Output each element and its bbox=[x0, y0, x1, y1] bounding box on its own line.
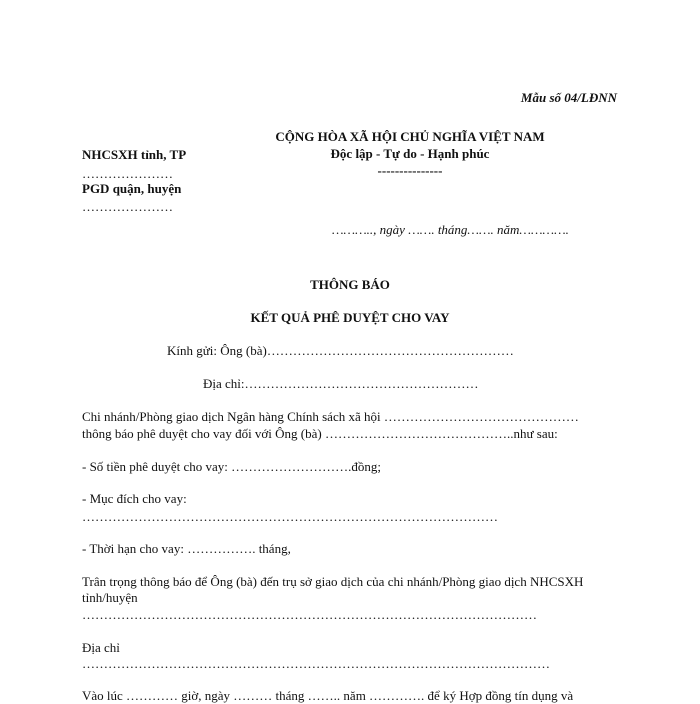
form-code: Mẫu số 04/LĐNN bbox=[520, 90, 617, 105]
motto-rule: --------------- bbox=[377, 163, 443, 178]
schedule-line: Vào lúc ………… giờ, ngày ……… tháng …….. năm …………. để ký Hợp đồng tín dụng và bbox=[82, 688, 574, 703]
intro-line-1: Chi nhánh/Phòng giao dịch Ngân hàng Chính sách xã hội ……………………………………… bbox=[82, 409, 579, 424]
notice-dots: …………………………………………………………………………………………… bbox=[82, 607, 537, 622]
intro-line-2: thông báo phê duyệt cho vay đối với Ông (bà) ……………………………………..như sau: bbox=[82, 426, 558, 441]
address-line: Địa chỉ:……………………………………………… bbox=[203, 376, 479, 391]
branch-dots: ………………… bbox=[82, 166, 173, 181]
document-title: THÔNG BÁO bbox=[310, 277, 390, 292]
location-label: Địa chỉ bbox=[82, 640, 120, 655]
office-name: PGD quận, huyện bbox=[82, 181, 182, 196]
loan-term: - Thời hạn cho vay: ……………. tháng, bbox=[82, 541, 291, 556]
office-dots: ………………… bbox=[82, 199, 173, 214]
recipient-line: Kính gửi: Ông (bà)………………………………………………… bbox=[167, 343, 514, 358]
document-subtitle: KẾT QUẢ PHÊ DUYỆT CHO VAY bbox=[250, 310, 450, 325]
notice-line-2: tỉnh/huyện bbox=[82, 590, 138, 605]
loan-amount: - Số tiền phê duyệt cho vay: ……………………….đồng; bbox=[82, 459, 381, 474]
location-dots: ……………………………………………………………………………………………… bbox=[82, 656, 550, 671]
motto: Độc lập - Tự do - Hạnh phúc bbox=[330, 146, 490, 161]
notice-line-1: Trân trọng thông báo để Ông (bà) đến trụ sở giao dịch của chi nhánh/Phòng giao dịch NHCSXH bbox=[82, 574, 584, 589]
branch-name: NHCSXH tỉnh, TP bbox=[82, 147, 187, 162]
country-name: CỘNG HÒA XÃ HỘI CHỦ NGHĨA VIỆT NAM bbox=[275, 129, 545, 144]
loan-purpose-dots: …………………………………………………………………………………… bbox=[82, 509, 498, 524]
date-line: ……….., ngày ……. tháng……. năm…………. bbox=[332, 222, 569, 237]
loan-purpose: - Mục đích cho vay: bbox=[82, 491, 187, 506]
